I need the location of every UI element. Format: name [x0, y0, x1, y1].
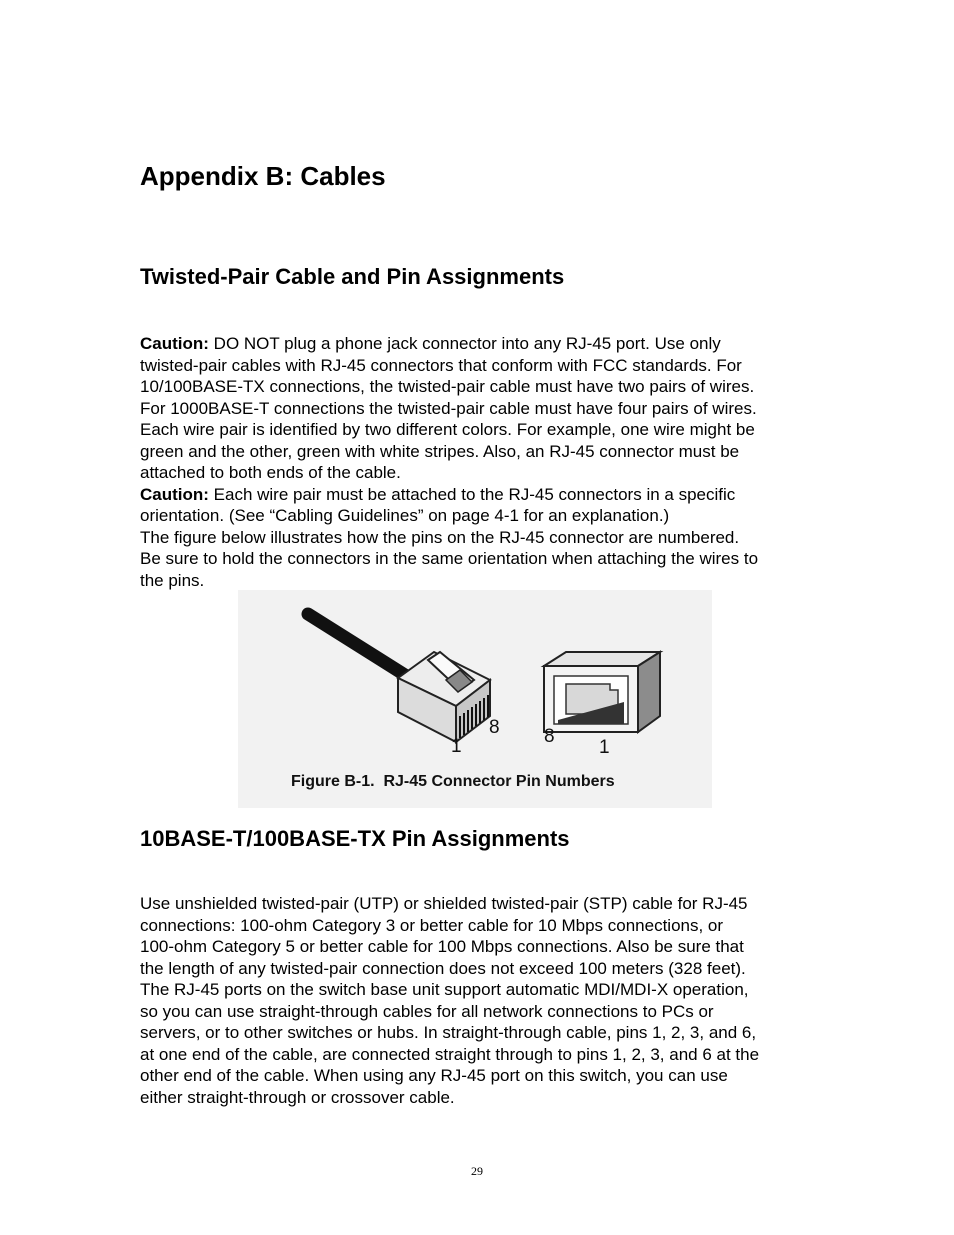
section-heading-10base-t: 10BASE-T/100BASE-TX Pin Assignments	[140, 826, 570, 851]
page-number: 29	[471, 1164, 483, 1178]
text-line: Use unshielded twisted-pair (UTP) or shielded twisted-pair (STP) cable for RJ-45	[140, 894, 748, 913]
rj45-jack-illustration	[544, 652, 660, 732]
caution-paragraph	[140, 333, 830, 591]
text-line: The RJ-45 ports on the switch base unit support automatic MDI/MDI-X operation,	[140, 980, 749, 999]
text-line: Be sure to hold the connectors in the same orientation when attaching the wires to	[140, 549, 759, 568]
text-line: attached to both ends of the cable.	[140, 463, 401, 482]
text-line: green and the other, green with white stripes. Also, an RJ-45 connector must be	[140, 441, 740, 461]
pin-assignment-paragraph	[140, 893, 830, 1108]
plug-pin-1-label: 1	[451, 736, 462, 757]
figure-caption: Figure B-1. RJ-45 Connector Pin Numbers	[291, 773, 615, 790]
text-line: so you can use straight-through cables for all network connections to PCs or	[140, 1001, 714, 1021]
text-line: the pins.	[140, 570, 205, 590]
text-line: Each wire pair is identified by two different colors. For example, one wire might be	[140, 420, 755, 439]
jack-pin-1-label: 1	[599, 737, 610, 758]
text-line: servers, or to other switches or hubs. In straight-through cable, pins 1, 2, 3, and 6,	[140, 1023, 757, 1042]
text-line: 100-ohm Category 5 or better cable for 100 Mbps connections. Also be sure that	[140, 937, 744, 956]
text-line: orientation. (See “Cabling Guidelines” on page 4-1 for an explanation.)	[140, 506, 670, 525]
text-line: For 1000BASE-T connections the twisted-pair cable must have four pairs of wires.	[140, 398, 757, 418]
text-line: Caution: DO NOT plug a phone jack connector into any RJ-45 port. Use only	[140, 334, 721, 353]
text-line: 10/100BASE-TX connections, the twisted-pair cable must have two pairs of wires.	[140, 377, 755, 396]
caution-label: Caution:	[140, 484, 209, 504]
caution-label: Caution:	[140, 334, 209, 353]
section-heading-twisted-pair: Twisted-Pair Cable and Pin Assignments	[140, 264, 565, 289]
text-line: at one end of the cable, are connected straight through to pins 1, 2, 3, and 6 at the	[140, 1044, 760, 1064]
text-line: twisted-pair cables with RJ-45 connectors that conform with FCC standards. For	[140, 355, 742, 375]
text-line: other end of the cable. When using any RJ-45 port on this switch, you can use	[140, 1066, 728, 1085]
plug-pin-8-label: 8	[489, 717, 500, 738]
page-title: Appendix B: Cables	[140, 161, 386, 191]
text-line: Caution: Each wire pair must be attached to the RJ-45 connectors in a specific	[140, 484, 736, 504]
text-line: connections: 100-ohm Category 3 or better cable for 10 Mbps connections, or	[140, 915, 724, 935]
text-line: the length of any twisted-pair connection does not exceed 100 meters (328 feet).	[140, 958, 746, 978]
text-line: either straight-through or crossover cable.	[140, 1087, 455, 1107]
jack-pin-8-label: 8	[544, 726, 555, 747]
text-line: The figure below illustrates how the pins on the RJ-45 connector are numbered.	[140, 527, 740, 547]
rj45-connector-figure	[238, 590, 712, 808]
